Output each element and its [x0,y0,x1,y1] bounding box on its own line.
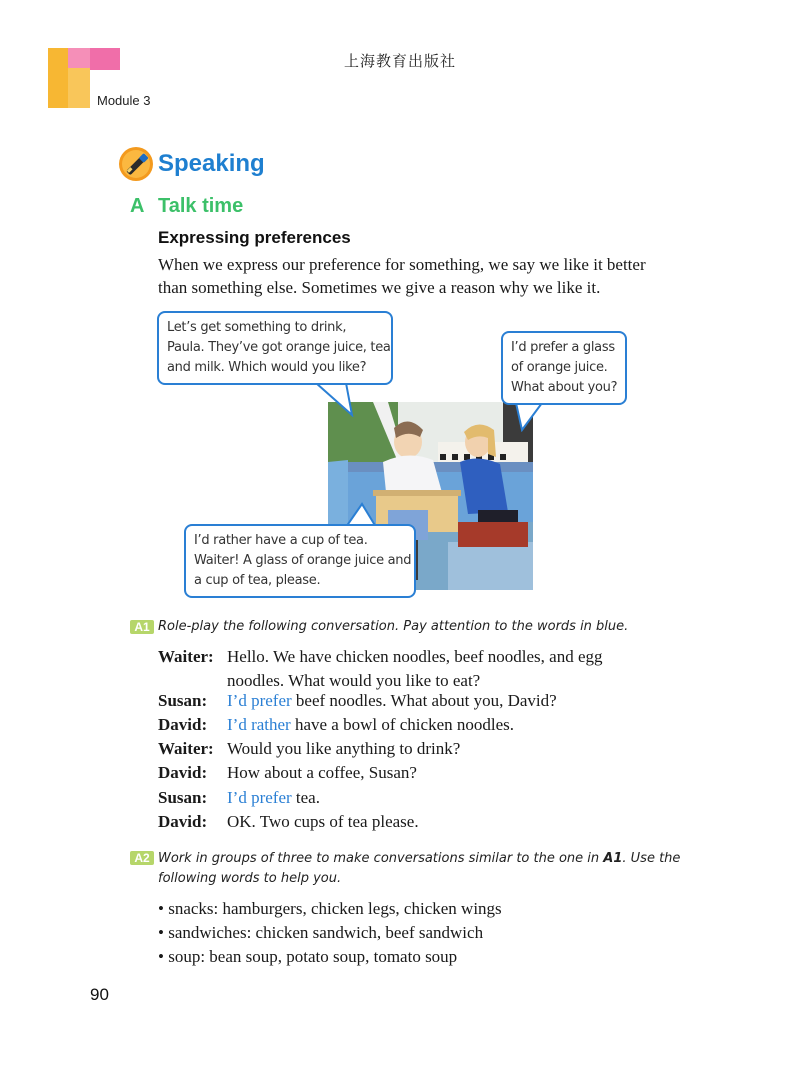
utterance-text: OK. Two cups of tea please. [227,812,419,831]
activity-badge-a1: A1 [130,620,154,634]
bubble-line: I’d rather have a cup of tea. [194,533,368,548]
word-list [158,897,502,969]
utterance-text: have a bowl of chicken noodles. [290,715,515,734]
utterance [227,786,687,810]
instruction-text: Work in groups of three to make conversations similar to the one in [158,851,604,866]
speech-bubble-3 [184,524,416,598]
part-letter: A [130,195,145,217]
highlight-phrase: I’d prefer [227,691,292,710]
publisher-name: 上海教育出版社 [343,52,456,70]
section-title: Speaking [158,150,265,177]
list-item-text: snacks: hamburgers, chicken legs, chicken wings [168,899,502,918]
part-title: Talk time [158,195,244,217]
bubble-tail [312,382,357,417]
speaker: Waiter: [158,739,214,758]
bubble-tail [514,402,548,432]
utterance-text: noodles. What would you like to eat? [227,671,481,690]
list-item: • sandwiches: chicken sandwich, beef sandwich [158,923,484,942]
highlight-phrase: I’d rather [227,715,291,734]
sub-heading: Expressing preferences [158,228,351,247]
list-item-text: sandwiches: chicken sandwich, beef sandwich [168,923,484,942]
activity-badge-a2: A2 [130,851,154,865]
utterance [227,689,687,713]
utterance-text: tea. [291,788,320,807]
utterance-text: Hello. We have chicken noodles, beef noodles, and egg [227,647,603,666]
module-label: Module 3 [97,93,151,108]
utterance [227,645,687,693]
page-number: 90 [90,985,109,1004]
bubble-line: Waiter! A glass of orange juice and [194,553,412,568]
speaker: David: [158,715,208,734]
instruction-text: . Use the [622,851,681,866]
speaker: Waiter: [158,647,214,666]
utterance-text: Would you like anything to drink? [227,739,461,758]
bubble-line: and milk. Which would you like? [167,360,367,375]
list-item: • snacks: hamburgers, chicken legs, chicken wings [158,899,502,918]
intro-line: When we express our preference for something, we say we like it better [158,255,646,274]
bubble-line: Let’s get something to drink, [167,320,347,335]
speech-bubble-2 [501,331,627,405]
utterance [227,713,687,737]
microphone-pencil-icon [118,146,154,182]
bubble-line: Paula. They’ve got orange juice, tea [167,340,391,355]
a2-instruction [158,849,698,889]
bubble-line: What about you? [511,380,618,395]
instruction-ref: A1 [603,851,623,866]
speech-bubble-1 [157,311,393,385]
bubble-line: a cup of tea, please. [194,573,321,588]
speaker: David: [158,763,208,782]
highlight-phrase: I’d prefer [227,788,292,807]
intro-paragraph [158,253,678,299]
speaker: Susan: [158,691,208,710]
speaker: Susan: [158,788,208,807]
bubble-line: I’d prefer a glass [511,340,615,355]
list-item: • soup: bean soup, potato soup, tomato soup [158,947,458,966]
utterance-text: How about a coffee, Susan? [227,763,417,782]
a1-instruction: Role-play the following conversation. Pay attention to the words in blue. [158,619,629,634]
intro-line: than something else. Sometimes we give a reason why we like it. [158,278,601,297]
speaker: David: [158,812,208,831]
bubble-line: of orange juice. [511,360,608,375]
list-item-text: soup: bean soup, potato soup, tomato soup [168,947,458,966]
instruction-text: following words to help you. [158,871,342,886]
utterance-text: beef noodles. What about you, David? [291,691,557,710]
